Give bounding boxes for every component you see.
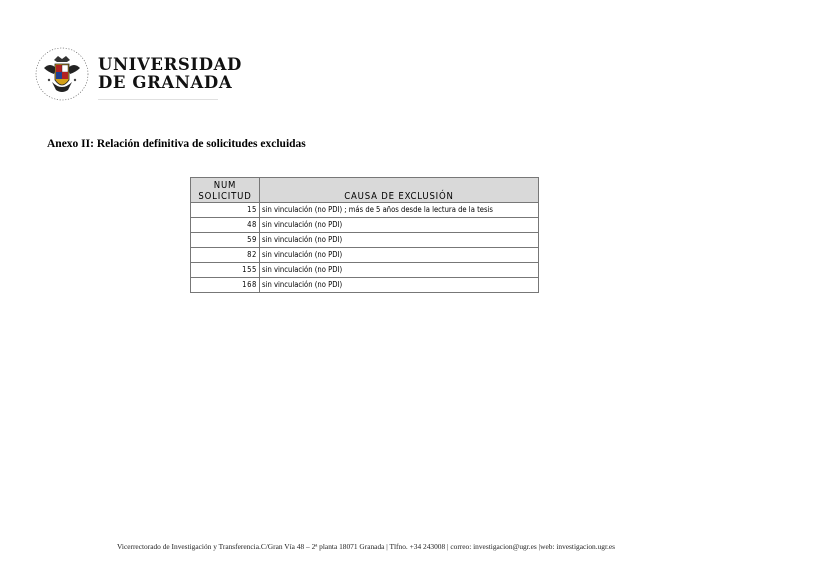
row-num: 155 [191, 263, 260, 278]
row-num: 59 [191, 233, 260, 248]
table-row [191, 218, 539, 233]
annex-title: Anexo II: Relación definitiva de solicitudes excluidas [47, 138, 306, 150]
num-header-line1: NUM [213, 180, 237, 191]
university-name-line2: DE GRANADA [98, 73, 233, 92]
table-header-row [191, 178, 539, 203]
table-row [191, 263, 539, 278]
num-header-line2: SOLICITUD [198, 191, 252, 202]
table-row [191, 248, 539, 263]
row-cause: sin vinculación (no PDI) [260, 263, 539, 278]
row-num: 168 [191, 278, 260, 293]
excluded-applications-table [190, 177, 539, 293]
num-solicitud-header [191, 178, 260, 203]
table-row [191, 203, 539, 218]
table-row [191, 233, 539, 248]
row-num: 82 [191, 248, 260, 263]
cause-header: CAUSA DE EXCLUSIÓN [260, 178, 539, 203]
row-cause: sin vinculación (no PDI) [260, 278, 539, 293]
university-name [98, 56, 242, 92]
university-seal-icon [34, 46, 90, 102]
row-num: 15 [191, 203, 260, 218]
university-name-line1: UNIVERSIDAD [98, 55, 242, 74]
row-cause: sin vinculación (no PDI) [260, 218, 539, 233]
row-cause: sin vinculación (no PDI) [260, 248, 539, 263]
row-cause: sin vinculación (no PDI) [260, 233, 539, 248]
row-num: 48 [191, 218, 260, 233]
table-row [191, 278, 539, 293]
page-footer: Vicerrectorado de Investigación y Transferencia.C/Gran Vía 48 – 2ª planta 18071 Granada | Tlfno. +34 243008 | correo: investigacion@ugr.es |web: investigacion.ugr.es [117, 542, 616, 551]
university-logo [34, 46, 242, 104]
logo-divider [98, 99, 218, 100]
row-cause: sin vinculación (no PDI) ; más de 5 años desde la lectura de la tesis [260, 203, 539, 218]
